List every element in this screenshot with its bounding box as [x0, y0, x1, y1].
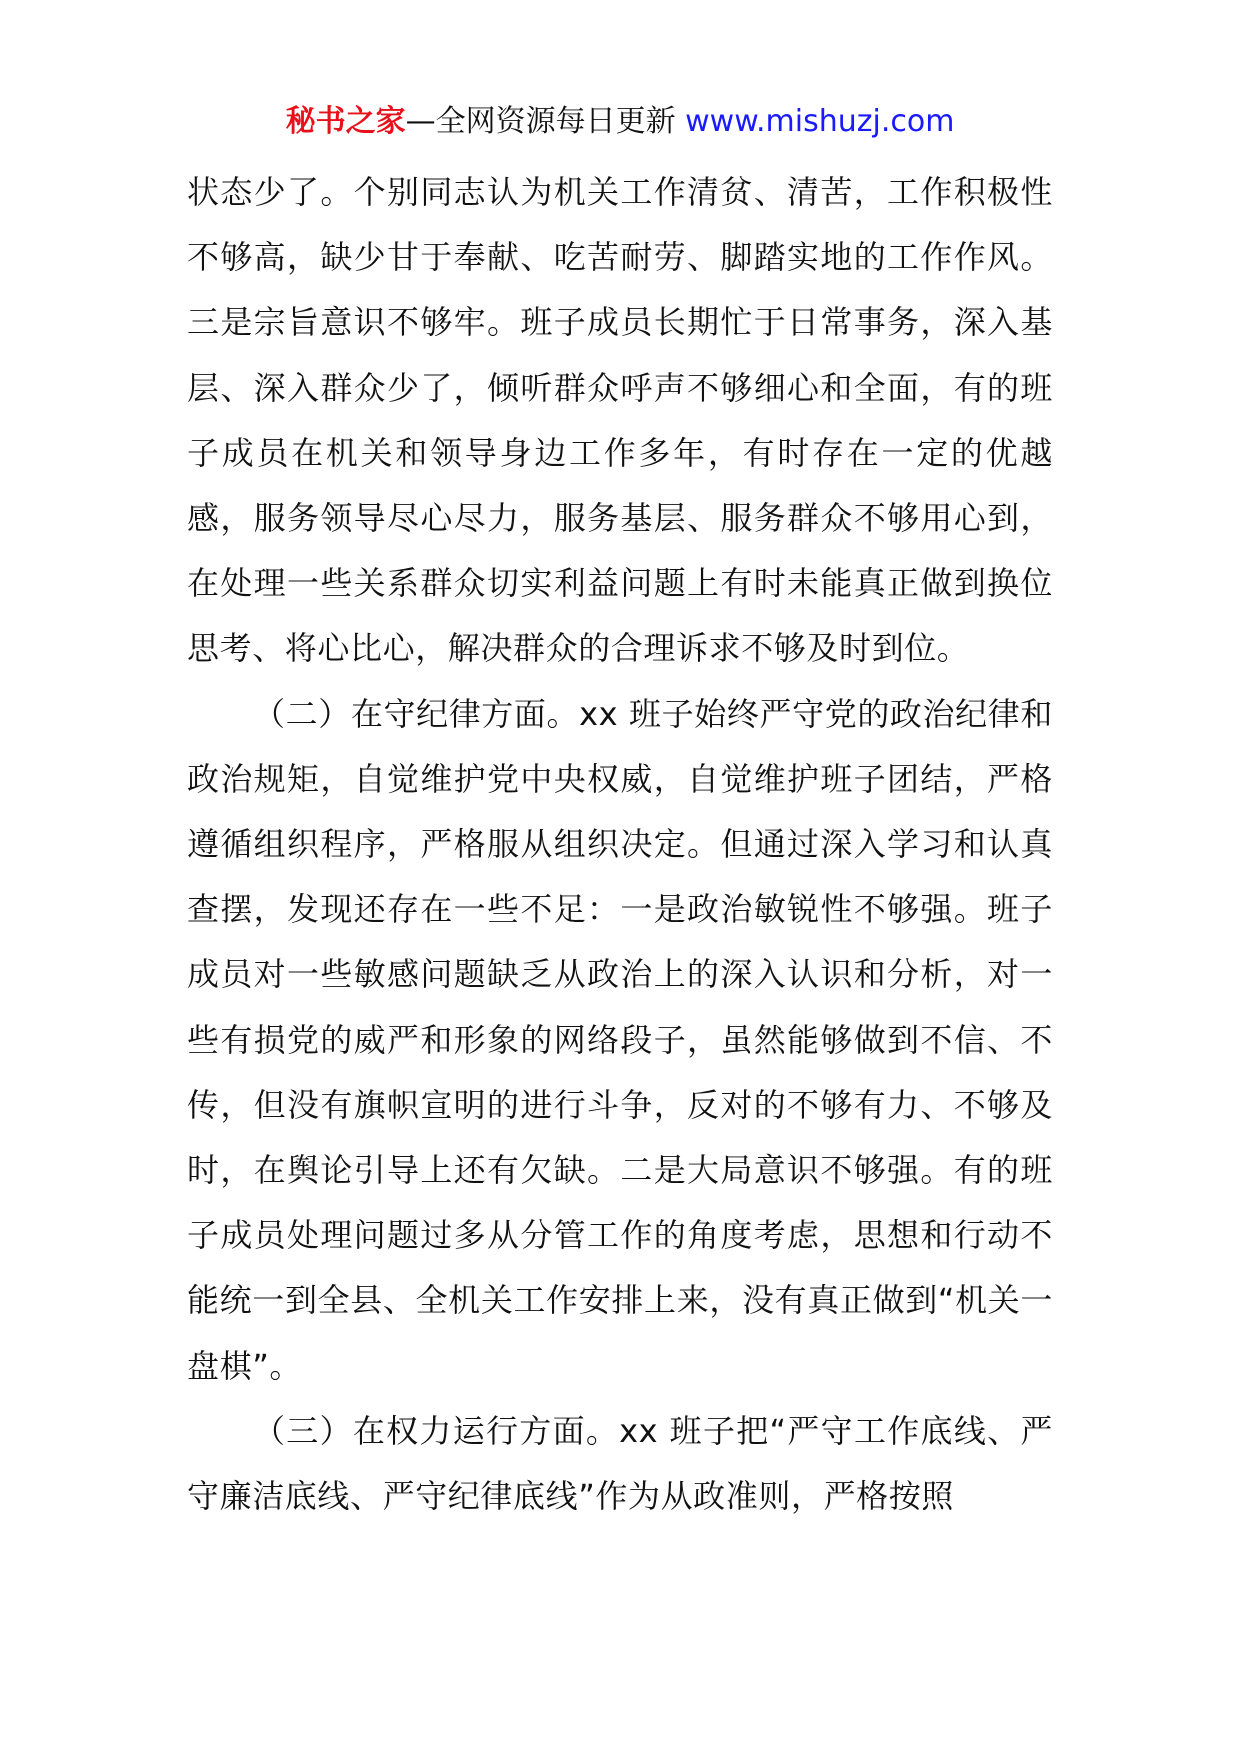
site-header — [0, 100, 1240, 144]
site-tagline: —全网资源每日更新 — [405, 104, 686, 139]
paragraph-discipline: （二）在守纪律方面。xx 班子始终严守党的政治纪律和政治规矩，自觉维护党中央权威，自觉维护班子团结，严格遵循组织程序，严格服从组织决定。但通过深入学习和认真查摆，发现还存在一些不足：一是政治敏锐性不够强。班子成员对一些敏感问题缺乏从政治上的深入认识和分析，对一些有损党的威严和形象的网络段子，虽然能够做到不信、不传，但没有旗帜宣明的进行斗争，反对的不够有力、不够及时，在舆论引导上还有欠缺。二是大局意识不够强。有的班子成员处理问题过多从分管工作的角度考虑，思想和行动不能统一到全县、全机关工作安排上来，没有真正做到“机关一盘棋”。 — [187, 694, 1053, 1385]
site-url-link[interactable]: www.mishuzj.com — [685, 104, 955, 139]
paragraph-continuation: 状态少了。个别同志认为机关工作清贫、清苦，工作积极性不够高，缺少甘于奉献、吃苦耐劳、脚踏实地的工作作风。三是宗旨意识不够牢。班子成员长期忙于日常事务，深入基层、深入群众少了，倾听群众呼声不够细心和全面，有的班子成员在机关和领导身边工作多年，有时存在一定的优越感，服务领导尽心尽力，服务基层、服务群众不够用心到，在处理一些关系群众切实利益问题上有时未能真正做到换位思考、将心比心，解决群众的合理诉求不够及时到位。 — [187, 173, 1053, 668]
document-body — [187, 160, 1053, 1529]
paragraph-power-operation: （三）在权力运行方面。xx 班子把“严守工作底线、严守廉洁底线、严守纪律底线”作为从政准则，严格按照 — [187, 1411, 1053, 1516]
site-brand: 秘书之家 — [285, 104, 406, 139]
